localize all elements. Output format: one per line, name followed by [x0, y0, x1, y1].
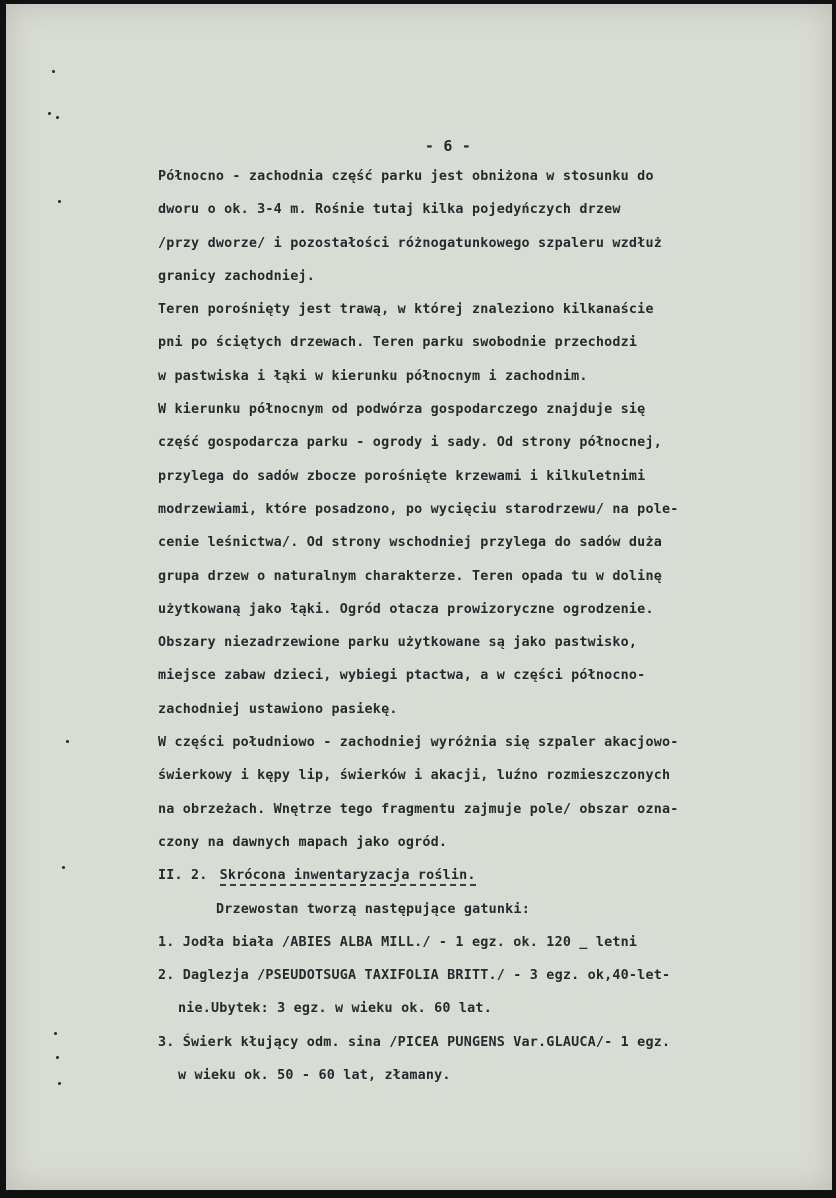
list-intro: Drzewostan tworzą następujące gatunki:: [216, 901, 530, 917]
punch-mark: [48, 112, 51, 115]
punch-mark: [66, 740, 69, 743]
text-line: /przy dworze/ i pozostałości różnogatunkowego szpaleru wzdłuż: [158, 235, 662, 251]
text-line: przylega do sadów zbocze porośnięte krzewami i kilkuletnimi: [158, 468, 646, 484]
text-line: modrzewiami, które posadzono, po wycięciu starodrzewu/ na pole-: [158, 501, 679, 517]
text-line: W kierunku północnym od podwórza gospodarczego znajduje się: [158, 402, 646, 418]
text-line: świerkowy i kępy lip, świerków i akacji, luźno rozmieszczonych: [158, 768, 671, 784]
punch-mark: [52, 70, 55, 73]
text-line: na obrzeżach. Wnętrze tego fragmentu zajmuje pole/ obszar ozna-: [158, 801, 679, 817]
list-item-continuation: w wieku ok. 50 - 60 lat, złamany.: [178, 1068, 451, 1084]
text-line: W części południowo - zachodniej wyróżnia się szpaler akacjowo-: [158, 735, 679, 751]
punch-mark: [58, 1082, 61, 1085]
punch-mark: [56, 1056, 59, 1059]
text-line: użytkowaną jako łąki. Ogród otacza prowizoryczne ogrodzenie.: [158, 601, 654, 617]
text-line: pni po ściętych drzewach. Teren parku swobodnie przechodzi: [158, 335, 638, 351]
text-line: w pastwiska i łąki w kierunku północnym i zachodnim.: [158, 368, 588, 384]
list-item-continuation: nie.Ubytek: 3 egz. w wieku ok. 60 lat.: [178, 1001, 492, 1017]
document-page: [6, 4, 832, 1190]
list-item: 1. Jodła biała /ABIES ALBA MILL./ - 1 egz. ok. 120 _ letni: [158, 934, 638, 950]
list-item: 3. Świerk kłujący odm. sina /PICEA PUNGENS Var.GLAUCA/- 1 egz.: [158, 1034, 671, 1050]
text-line: granicy zachodniej.: [158, 268, 315, 284]
punch-mark: [54, 1032, 57, 1035]
section-title: Skrócona inwentaryzacja roślin.: [220, 868, 476, 886]
section-heading: [158, 859, 798, 892]
text-line: dworu o ok. 3-4 m. Rośnie tutaj kilka pojedyńczych drzew: [158, 202, 621, 218]
text-line: część gospodarcza parku - ogrody i sady. Od strony północnej,: [158, 435, 662, 451]
text-line: cenie leśnictwa/. Od strony wschodniej przylega do sadów duża: [158, 535, 662, 551]
text-line: grupa drzew o naturalnym charakterze. Teren opada tu w dolinę: [158, 568, 662, 584]
typewritten-text: [158, 132, 798, 1092]
punch-mark: [62, 866, 65, 869]
text-line: zachodniej ustawiono pasiekę.: [158, 701, 398, 717]
text-line: czony na dawnych mapach jako ogród.: [158, 834, 448, 850]
text-line: Teren porośnięty jest trawą, w której znaleziono kilkanaście: [158, 302, 654, 318]
punch-mark: [56, 116, 59, 119]
page-number: - 6 -: [424, 137, 472, 155]
list-item: 2. Daglezja /PSEUDOTSUGA TAXIFOLIA BRITT./ - 3 egz. ok,40-let-: [158, 968, 671, 984]
punch-mark: [58, 200, 61, 203]
text-line: Północno - zachodnia część parku jest obniżona w stosunku do: [158, 169, 654, 184]
text-line: Obszary niezadrzewione parku użytkowane są jako pastwisko,: [158, 635, 638, 651]
section-number: II. 2.: [158, 868, 208, 884]
text-line: miejsce zabaw dzieci, wybiegi ptactwa, a w części północno-: [158, 668, 646, 684]
